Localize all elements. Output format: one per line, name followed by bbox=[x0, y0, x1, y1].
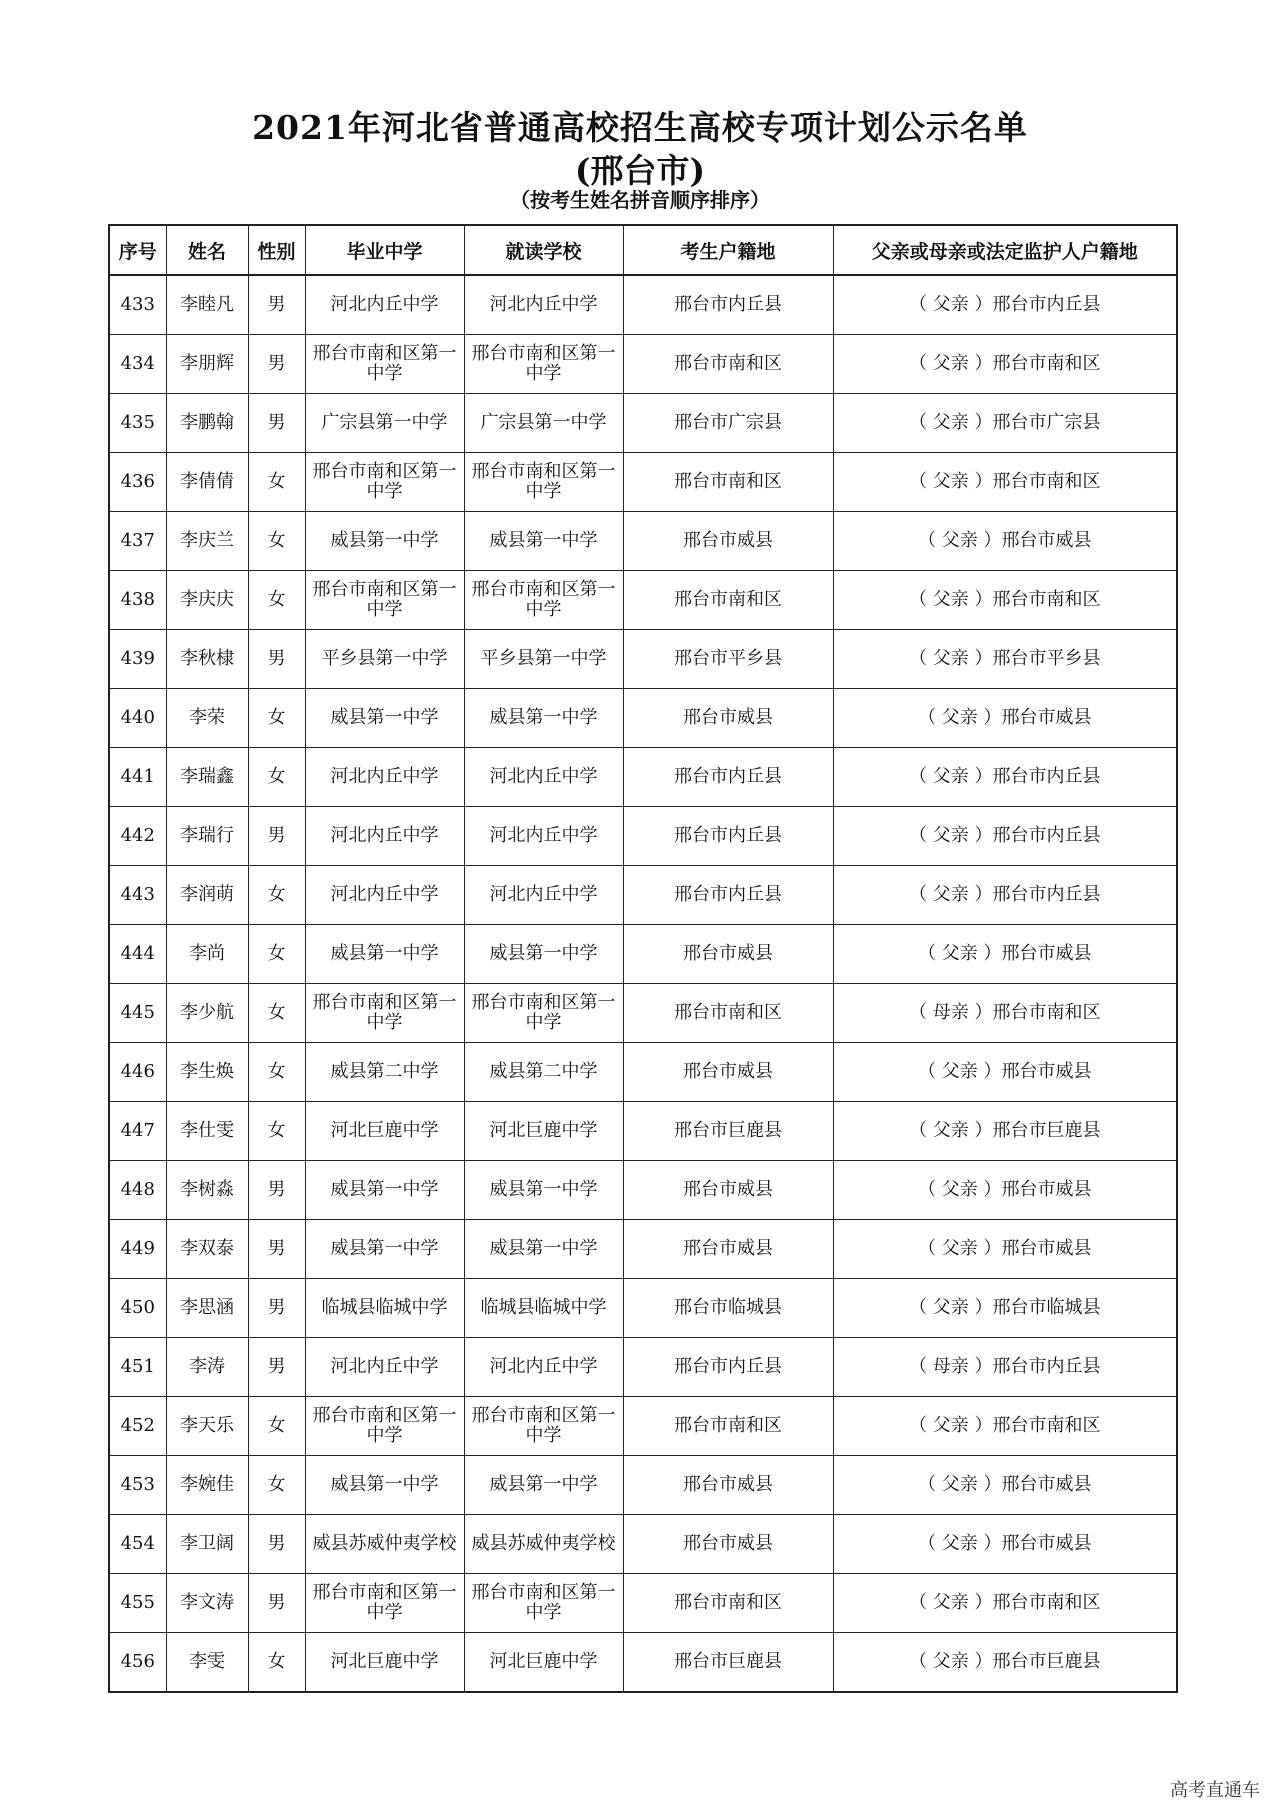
col-gender-cell: 男 bbox=[248, 630, 305, 689]
col-current-school-cell: 邢台市南和区第一中学 bbox=[464, 335, 623, 394]
col-gender-cell: 女 bbox=[248, 866, 305, 925]
table-row bbox=[109, 1515, 1177, 1574]
col-index-header: 序号 bbox=[109, 225, 166, 275]
col-name-cell: 李瑞鑫 bbox=[166, 748, 248, 807]
col-student-residence-cell: 邢台市南和区 bbox=[623, 335, 833, 394]
col-student-residence-cell: 邢台市威县 bbox=[623, 1043, 833, 1102]
table-row bbox=[109, 748, 1177, 807]
table-row bbox=[109, 1574, 1177, 1633]
table-row bbox=[109, 689, 1177, 748]
col-index-cell: 446 bbox=[109, 1043, 166, 1102]
col-student-residence-cell: 邢台市内丘县 bbox=[623, 807, 833, 866]
col-guardian-residence-cell: （ 父亲 ）邢台市威县 bbox=[833, 1515, 1177, 1574]
table-body bbox=[109, 275, 1177, 1692]
table-row bbox=[109, 1397, 1177, 1456]
col-current-school-cell: 临城县临城中学 bbox=[464, 1279, 623, 1338]
col-index-cell: 453 bbox=[109, 1456, 166, 1515]
table-row bbox=[109, 571, 1177, 630]
col-gender-cell: 男 bbox=[248, 1574, 305, 1633]
col-gender-cell: 女 bbox=[248, 984, 305, 1043]
col-name-cell: 李卫阔 bbox=[166, 1515, 248, 1574]
document-title: 2021年河北省普通高校招生高校专项计划公示名单 bbox=[252, 108, 1028, 147]
col-current-school-cell: 威县第二中学 bbox=[464, 1043, 623, 1102]
col-graduating-school-cell: 河北内丘中学 bbox=[305, 866, 464, 925]
col-student-residence-cell: 邢台市临城县 bbox=[623, 1279, 833, 1338]
col-graduating-school-cell: 威县第二中学 bbox=[305, 1043, 464, 1102]
col-graduating-school-cell: 邢台市南和区第一中学 bbox=[305, 335, 464, 394]
col-guardian-residence-cell: （ 父亲 ）邢台市内丘县 bbox=[833, 748, 1177, 807]
col-current-school-cell: 威县第一中学 bbox=[464, 689, 623, 748]
table-row bbox=[109, 630, 1177, 689]
col-index-cell: 433 bbox=[109, 275, 166, 335]
col-index-cell: 449 bbox=[109, 1220, 166, 1279]
col-graduating-school-cell: 邢台市南和区第一中学 bbox=[305, 453, 464, 512]
table-row bbox=[109, 866, 1177, 925]
col-name-cell: 李天乐 bbox=[166, 1397, 248, 1456]
table-row bbox=[109, 1633, 1177, 1693]
col-student-residence-header: 考生户籍地 bbox=[623, 225, 833, 275]
col-current-school-cell: 广宗县第一中学 bbox=[464, 394, 623, 453]
col-student-residence-cell: 邢台市巨鹿县 bbox=[623, 1102, 833, 1161]
table-row bbox=[109, 335, 1177, 394]
col-current-school-cell: 河北内丘中学 bbox=[464, 1338, 623, 1397]
col-index-cell: 439 bbox=[109, 630, 166, 689]
col-current-school-cell: 威县第一中学 bbox=[464, 1220, 623, 1279]
table-row bbox=[109, 394, 1177, 453]
table-row bbox=[109, 925, 1177, 984]
table-row bbox=[109, 512, 1177, 571]
col-student-residence-cell: 邢台市威县 bbox=[623, 1456, 833, 1515]
col-guardian-residence-cell: （ 父亲 ）邢台市巨鹿县 bbox=[833, 1102, 1177, 1161]
table-row bbox=[109, 1220, 1177, 1279]
col-guardian-residence-cell: （ 母亲 ）邢台市内丘县 bbox=[833, 1338, 1177, 1397]
col-name-cell: 李瑞行 bbox=[166, 807, 248, 866]
col-index-cell: 451 bbox=[109, 1338, 166, 1397]
col-guardian-residence-cell: （ 父亲 ）邢台市平乡县 bbox=[833, 630, 1177, 689]
col-index-cell: 450 bbox=[109, 1279, 166, 1338]
col-graduating-school-header: 毕业中学 bbox=[305, 225, 464, 275]
col-student-residence-cell: 邢台市巨鹿县 bbox=[623, 1633, 833, 1693]
col-current-school-cell: 河北巨鹿中学 bbox=[464, 1633, 623, 1693]
col-name-cell: 李涛 bbox=[166, 1338, 248, 1397]
col-name-cell: 李双泰 bbox=[166, 1220, 248, 1279]
table-row bbox=[109, 807, 1177, 866]
col-gender-cell: 女 bbox=[248, 689, 305, 748]
col-gender-cell: 女 bbox=[248, 571, 305, 630]
table-header-row bbox=[109, 225, 1177, 275]
table-row bbox=[109, 1043, 1177, 1102]
col-gender-cell: 女 bbox=[248, 1456, 305, 1515]
col-current-school-cell: 威县第一中学 bbox=[464, 1161, 623, 1220]
col-student-residence-cell: 邢台市内丘县 bbox=[623, 1338, 833, 1397]
col-index-cell: 440 bbox=[109, 689, 166, 748]
col-gender-cell: 女 bbox=[248, 512, 305, 571]
col-name-cell: 李尚 bbox=[166, 925, 248, 984]
col-gender-cell: 女 bbox=[248, 1633, 305, 1693]
col-index-cell: 442 bbox=[109, 807, 166, 866]
col-gender-cell: 男 bbox=[248, 335, 305, 394]
col-graduating-school-cell: 平乡县第一中学 bbox=[305, 630, 464, 689]
col-name-cell: 李仕雯 bbox=[166, 1102, 248, 1161]
col-name-cell: 李少航 bbox=[166, 984, 248, 1043]
col-guardian-residence-cell: （ 父亲 ）邢台市内丘县 bbox=[833, 807, 1177, 866]
col-graduating-school-cell: 威县苏威仲夷学校 bbox=[305, 1515, 464, 1574]
col-name-cell: 李鹏翰 bbox=[166, 394, 248, 453]
col-current-school-cell: 威县苏威仲夷学校 bbox=[464, 1515, 623, 1574]
col-index-cell: 455 bbox=[109, 1574, 166, 1633]
col-guardian-residence-cell: （ 父亲 ）邢台市威县 bbox=[833, 1043, 1177, 1102]
col-gender-cell: 男 bbox=[248, 1515, 305, 1574]
col-gender-header: 性别 bbox=[248, 225, 305, 275]
col-gender-cell: 男 bbox=[248, 1220, 305, 1279]
col-student-residence-cell: 邢台市威县 bbox=[623, 925, 833, 984]
col-gender-cell: 男 bbox=[248, 807, 305, 866]
col-current-school-cell: 河北内丘中学 bbox=[464, 748, 623, 807]
col-graduating-school-cell: 河北内丘中学 bbox=[305, 1338, 464, 1397]
col-current-school-cell: 威县第一中学 bbox=[464, 1456, 623, 1515]
col-gender-cell: 男 bbox=[248, 1338, 305, 1397]
col-student-residence-cell: 邢台市威县 bbox=[623, 1161, 833, 1220]
col-current-school-cell: 威县第一中学 bbox=[464, 925, 623, 984]
table-row bbox=[109, 984, 1177, 1043]
col-index-cell: 434 bbox=[109, 335, 166, 394]
col-graduating-school-cell: 河北巨鹿中学 bbox=[305, 1633, 464, 1693]
col-current-school-cell: 河北内丘中学 bbox=[464, 275, 623, 335]
col-guardian-residence-cell: （ 父亲 ）邢台市广宗县 bbox=[833, 394, 1177, 453]
col-graduating-school-cell: 威县第一中学 bbox=[305, 512, 464, 571]
col-guardian-residence-cell: （ 父亲 ）邢台市威县 bbox=[833, 512, 1177, 571]
col-name-cell: 李雯 bbox=[166, 1633, 248, 1693]
col-graduating-school-cell: 威县第一中学 bbox=[305, 1456, 464, 1515]
col-gender-cell: 女 bbox=[248, 1397, 305, 1456]
table-row bbox=[109, 453, 1177, 512]
col-student-residence-cell: 邢台市内丘县 bbox=[623, 275, 833, 335]
table-row bbox=[109, 1456, 1177, 1515]
col-guardian-residence-cell: （ 父亲 ）邢台市威县 bbox=[833, 1456, 1177, 1515]
col-graduating-school-cell: 广宗县第一中学 bbox=[305, 394, 464, 453]
col-gender-cell: 男 bbox=[248, 394, 305, 453]
col-guardian-residence-cell: （ 母亲 ）邢台市南和区 bbox=[833, 984, 1177, 1043]
col-gender-cell: 男 bbox=[248, 1279, 305, 1338]
col-graduating-school-cell: 威县第一中学 bbox=[305, 689, 464, 748]
col-current-school-cell: 邢台市南和区第一中学 bbox=[464, 453, 623, 512]
table-row bbox=[109, 1102, 1177, 1161]
col-index-cell: 441 bbox=[109, 748, 166, 807]
col-gender-cell: 男 bbox=[248, 1161, 305, 1220]
col-name-cell: 李倩倩 bbox=[166, 453, 248, 512]
col-current-school-cell: 邢台市南和区第一中学 bbox=[464, 1397, 623, 1456]
col-student-residence-cell: 邢台市南和区 bbox=[623, 453, 833, 512]
col-student-residence-cell: 邢台市威县 bbox=[623, 689, 833, 748]
col-guardian-residence-cell: （ 父亲 ）邢台市临城县 bbox=[833, 1279, 1177, 1338]
col-guardian-residence-cell: （ 父亲 ）邢台市巨鹿县 bbox=[833, 1633, 1177, 1693]
col-index-cell: 447 bbox=[109, 1102, 166, 1161]
col-guardian-residence-cell: （ 父亲 ）邢台市威县 bbox=[833, 1161, 1177, 1220]
document-subtitle: (邢台市) bbox=[574, 151, 706, 190]
watermark: 高考直通车 bbox=[1170, 1780, 1260, 1801]
col-student-residence-cell: 邢台市内丘县 bbox=[623, 866, 833, 925]
col-student-residence-cell: 邢台市南和区 bbox=[623, 571, 833, 630]
col-guardian-residence-cell: （ 父亲 ）邢台市南和区 bbox=[833, 453, 1177, 512]
col-student-residence-cell: 邢台市威县 bbox=[623, 512, 833, 571]
col-name-cell: 李睦凡 bbox=[166, 275, 248, 335]
col-gender-cell: 女 bbox=[248, 748, 305, 807]
col-index-cell: 456 bbox=[109, 1633, 166, 1693]
col-current-school-cell: 邢台市南和区第一中学 bbox=[464, 1574, 623, 1633]
col-student-residence-cell: 邢台市广宗县 bbox=[623, 394, 833, 453]
col-name-cell: 李树淼 bbox=[166, 1161, 248, 1220]
col-graduating-school-cell: 邢台市南和区第一中学 bbox=[305, 984, 464, 1043]
col-student-residence-cell: 邢台市南和区 bbox=[623, 1574, 833, 1633]
col-name-cell: 李庆庆 bbox=[166, 571, 248, 630]
col-graduating-school-cell: 威县第一中学 bbox=[305, 1161, 464, 1220]
col-gender-cell: 女 bbox=[248, 1102, 305, 1161]
table-row bbox=[109, 1161, 1177, 1220]
col-name-cell: 李庆兰 bbox=[166, 512, 248, 571]
roster-table bbox=[108, 224, 1178, 1693]
col-student-residence-cell: 邢台市威县 bbox=[623, 1515, 833, 1574]
col-index-cell: 454 bbox=[109, 1515, 166, 1574]
col-gender-cell: 男 bbox=[248, 275, 305, 335]
col-guardian-residence-cell: （ 父亲 ）邢台市南和区 bbox=[833, 1397, 1177, 1456]
col-guardian-residence-cell: （ 父亲 ）邢台市威县 bbox=[833, 925, 1177, 984]
col-current-school-header: 就读学校 bbox=[464, 225, 623, 275]
col-guardian-residence-cell: （ 父亲 ）邢台市威县 bbox=[833, 689, 1177, 748]
col-student-residence-cell: 邢台市南和区 bbox=[623, 1397, 833, 1456]
col-index-cell: 436 bbox=[109, 453, 166, 512]
col-graduating-school-cell: 河北内丘中学 bbox=[305, 748, 464, 807]
col-student-residence-cell: 邢台市内丘县 bbox=[623, 748, 833, 807]
col-index-cell: 452 bbox=[109, 1397, 166, 1456]
col-name-cell: 李婉佳 bbox=[166, 1456, 248, 1515]
col-graduating-school-cell: 威县第一中学 bbox=[305, 1220, 464, 1279]
col-gender-cell: 女 bbox=[248, 925, 305, 984]
col-current-school-cell: 平乡县第一中学 bbox=[464, 630, 623, 689]
col-name-cell: 李思涵 bbox=[166, 1279, 248, 1338]
table-row bbox=[109, 1279, 1177, 1338]
col-current-school-cell: 邢台市南和区第一中学 bbox=[464, 984, 623, 1043]
col-index-cell: 443 bbox=[109, 866, 166, 925]
col-name-cell: 李朋辉 bbox=[166, 335, 248, 394]
col-graduating-school-cell: 邢台市南和区第一中学 bbox=[305, 1574, 464, 1633]
sort-note: （按考生姓名拼音顺序排序） bbox=[510, 188, 770, 212]
col-student-residence-cell: 邢台市南和区 bbox=[623, 984, 833, 1043]
col-current-school-cell: 河北内丘中学 bbox=[464, 807, 623, 866]
col-index-cell: 438 bbox=[109, 571, 166, 630]
col-name-cell: 李生焕 bbox=[166, 1043, 248, 1102]
col-current-school-cell: 河北内丘中学 bbox=[464, 866, 623, 925]
table-row bbox=[109, 1338, 1177, 1397]
col-name-cell: 李荣 bbox=[166, 689, 248, 748]
col-graduating-school-cell: 临城县临城中学 bbox=[305, 1279, 464, 1338]
col-name-cell: 李润萌 bbox=[166, 866, 248, 925]
col-graduating-school-cell: 邢台市南和区第一中学 bbox=[305, 571, 464, 630]
col-gender-cell: 女 bbox=[248, 1043, 305, 1102]
col-guardian-residence-cell: （ 父亲 ）邢台市威县 bbox=[833, 1220, 1177, 1279]
col-student-residence-cell: 邢台市平乡县 bbox=[623, 630, 833, 689]
col-graduating-school-cell: 邢台市南和区第一中学 bbox=[305, 1397, 464, 1456]
col-guardian-residence-cell: （ 父亲 ）邢台市南和区 bbox=[833, 335, 1177, 394]
col-index-cell: 445 bbox=[109, 984, 166, 1043]
col-guardian-residence-header: 父亲或母亲或法定监护人户籍地 bbox=[833, 225, 1177, 275]
col-guardian-residence-cell: （ 父亲 ）邢台市南和区 bbox=[833, 571, 1177, 630]
col-index-cell: 444 bbox=[109, 925, 166, 984]
col-name-cell: 李秋棣 bbox=[166, 630, 248, 689]
col-guardian-residence-cell: （ 父亲 ）邢台市内丘县 bbox=[833, 275, 1177, 335]
col-guardian-residence-cell: （ 父亲 ）邢台市内丘县 bbox=[833, 866, 1177, 925]
col-student-residence-cell: 邢台市威县 bbox=[623, 1220, 833, 1279]
table-row bbox=[109, 275, 1177, 335]
col-graduating-school-cell: 河北内丘中学 bbox=[305, 807, 464, 866]
col-index-cell: 437 bbox=[109, 512, 166, 571]
col-current-school-cell: 邢台市南和区第一中学 bbox=[464, 571, 623, 630]
col-index-cell: 448 bbox=[109, 1161, 166, 1220]
col-guardian-residence-cell: （ 父亲 ）邢台市南和区 bbox=[833, 1574, 1177, 1633]
col-index-cell: 435 bbox=[109, 394, 166, 453]
col-gender-cell: 女 bbox=[248, 453, 305, 512]
col-graduating-school-cell: 河北内丘中学 bbox=[305, 275, 464, 335]
col-graduating-school-cell: 威县第一中学 bbox=[305, 925, 464, 984]
col-graduating-school-cell: 河北巨鹿中学 bbox=[305, 1102, 464, 1161]
col-name-cell: 李文涛 bbox=[166, 1574, 248, 1633]
col-current-school-cell: 河北巨鹿中学 bbox=[464, 1102, 623, 1161]
col-current-school-cell: 威县第一中学 bbox=[464, 512, 623, 571]
col-name-header: 姓名 bbox=[166, 225, 248, 275]
